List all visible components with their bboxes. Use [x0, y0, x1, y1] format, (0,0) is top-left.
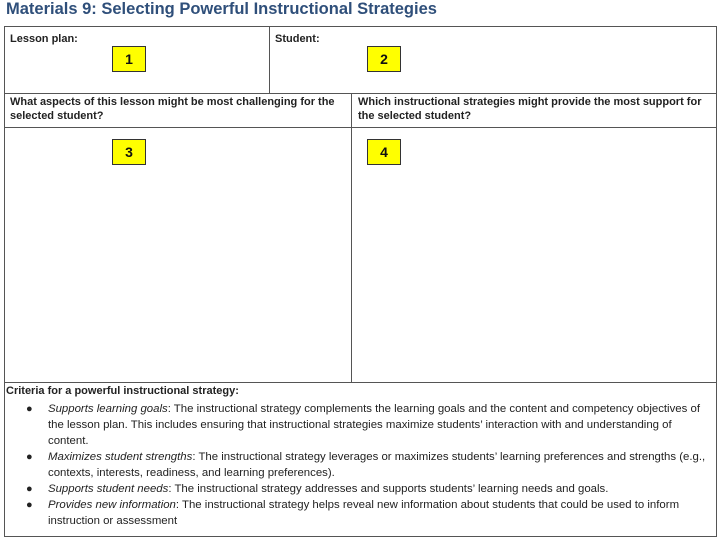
criteria-item	[26, 449, 706, 481]
marker-3: 3	[112, 139, 146, 165]
lesson-plan-label: Lesson plan:	[10, 33, 78, 45]
criteria-text: : The instructional strategy complements the learning goals and the content and competency objectives of the lesson plan. This includes ensuring that instructional strategies maximize students’ interaction with and understanding of content.	[48, 403, 700, 447]
marker-4: 4	[367, 139, 401, 165]
student-label: Student:	[275, 33, 320, 45]
row-divider-3	[4, 382, 717, 383]
criteria-term: Provides new information	[48, 499, 176, 511]
challenging-aspects-label: What aspects of this lesson might be most challenging for the selected student?	[10, 96, 335, 122]
row-divider-2	[4, 127, 717, 128]
criteria-text: : The instructional strategy leverages or maximizes students’ learning preferences and strengths (e.g., contexts, interests, readiness, and learning preferences).	[48, 451, 706, 479]
criteria-term: Supports learning goals	[48, 403, 168, 415]
criteria-heading: Criteria for a powerful instructional strategy:	[6, 385, 239, 397]
bullet-icon: ●	[26, 403, 33, 415]
criteria-text: : The instructional strategy helps reveal new information about students that could be used to inform instruction or assessment	[48, 499, 680, 527]
criteria-item	[26, 401, 706, 449]
marker-1: 1	[112, 46, 146, 72]
column-divider-middle	[351, 93, 352, 383]
bullet-icon: ●	[26, 483, 33, 495]
criteria-term: Maximizes student strengths	[48, 451, 193, 463]
page-title: Materials 9: Selecting Powerful Instructional Strategies	[6, 0, 437, 18]
bullet-icon: ●	[26, 499, 33, 511]
criteria-item	[26, 497, 706, 529]
marker-2: 2	[367, 46, 401, 72]
row-divider-1	[4, 93, 717, 94]
instructional-strategies-label: Which instructional strategies might provide the most support for the selected student?	[358, 96, 702, 122]
column-divider-top	[269, 26, 270, 94]
bullet-icon: ●	[26, 451, 33, 463]
criteria-text: : The instructional strategy addresses and supports students’ learning needs and goals.	[168, 483, 609, 495]
criteria-item	[26, 481, 706, 497]
criteria-term: Supports student needs	[48, 483, 169, 495]
criteria-list	[26, 401, 706, 529]
